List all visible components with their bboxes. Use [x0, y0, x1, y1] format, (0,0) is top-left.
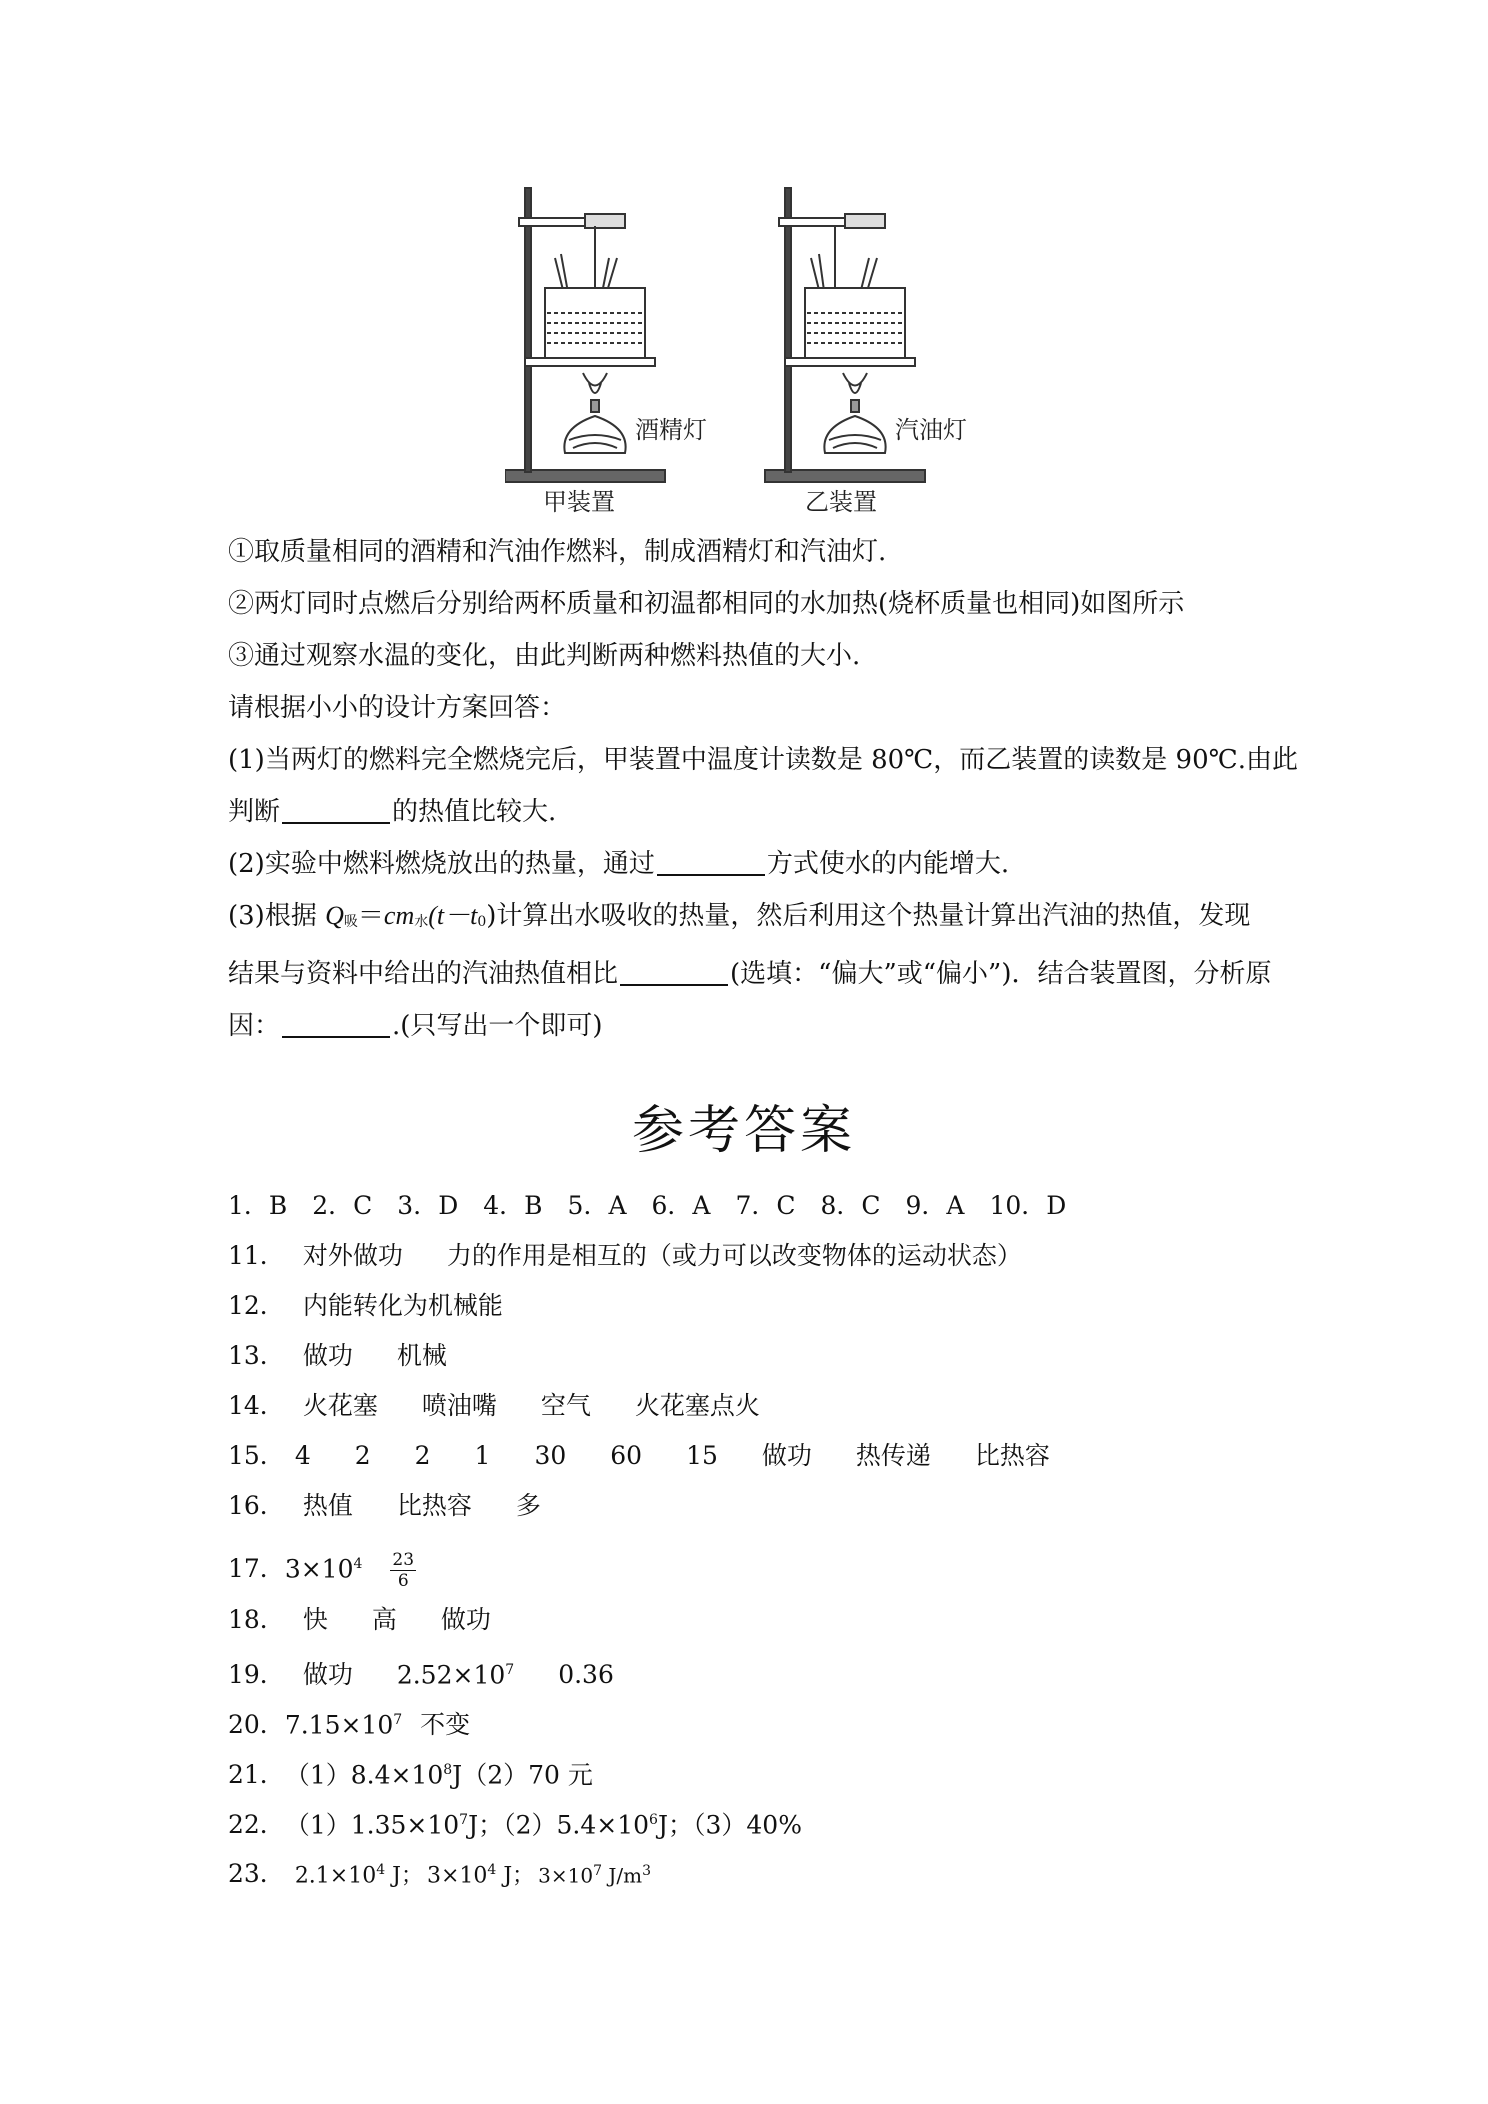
exponent: 6: [649, 1812, 658, 1828]
q3-line1: [228, 890, 1288, 948]
q3-text-line2a: 结果与资料中给出的汽油热值相比: [228, 959, 619, 989]
exponent: 4: [487, 1862, 497, 1878]
answer-part: 7.15×10: [284, 1710, 394, 1740]
answer-part: 0.36: [558, 1660, 614, 1690]
answer-blank[interactable]: [282, 1010, 390, 1038]
answer-part: 空气: [540, 1391, 591, 1420]
answer-18: [228, 1600, 491, 1640]
exponent: 7: [593, 1862, 603, 1879]
step-1: ①取质量相同的酒精和汽油作燃料，制成酒精灯和汽油灯.: [228, 537, 887, 567]
answer-part: J；（2）5.4×10: [468, 1810, 650, 1840]
answer-number: 12．: [228, 1291, 285, 1320]
exponent: 4: [353, 1556, 363, 1572]
formula-eq: ＝: [357, 901, 384, 931]
answer-blank[interactable]: [620, 958, 728, 986]
answer-part: 做功: [302, 1341, 353, 1370]
answer-1-10: 1．B 2．C 3．D 4．B 5．A 6．A 7．C 8．C 9．A 10．D: [228, 1191, 1067, 1220]
answer-unit: J/m: [602, 1863, 643, 1888]
answer-part: 不变: [420, 1710, 471, 1740]
q2-text-b: 方式使水的内能增大.: [766, 849, 1010, 879]
formula-close: ): [486, 901, 497, 931]
answer-20: [228, 1700, 470, 1740]
q3-line2: [228, 948, 1288, 1000]
formula-sub-xi: 吸: [343, 914, 358, 930]
answer-number: 11．: [228, 1241, 285, 1270]
answer-part: 15: [686, 1441, 718, 1470]
answer-number: 15．: [228, 1441, 285, 1470]
answer-part: 3×10: [284, 1554, 354, 1584]
answer-part: 2: [354, 1441, 371, 1470]
q1-text-b: 的热值比较大.: [392, 797, 557, 827]
answer-part: 火花塞点火: [634, 1391, 760, 1420]
answer-part: 对外做功: [302, 1241, 403, 1270]
formula-cm: cm: [383, 901, 415, 930]
answer-22: [228, 1800, 802, 1840]
q3-line3: [228, 1000, 1288, 1052]
answer-part: 机械: [396, 1341, 447, 1370]
q3-text-line3b: .(只写出一个即可): [392, 1011, 603, 1041]
fraction-numerator: 23: [392, 1550, 415, 1571]
answer-part: 力的作用是相互的（或力可以改变物体的运动状态）: [446, 1241, 1022, 1270]
exponent: 3: [642, 1862, 652, 1879]
answer-21: [228, 1750, 593, 1790]
exponent: 7: [459, 1812, 469, 1828]
q2-line: [228, 838, 1288, 890]
q2-text-a: (2)实验中燃料燃烧放出的热量，通过: [228, 849, 655, 879]
answer-part: 喷油嘴: [421, 1391, 497, 1420]
fraction-denominator: 6: [397, 1571, 409, 1592]
answer-number: 17．: [228, 1554, 285, 1584]
question-block: [228, 526, 1298, 1052]
answer-11: [228, 1236, 1022, 1276]
answer-15: [228, 1436, 1050, 1476]
caption-left: 甲装置: [543, 488, 615, 516]
q3-text-line2b: (选填：“偏大”或“偏小”)．结合装置图，分析原: [730, 959, 1272, 989]
answer-unit: J；: [385, 1863, 423, 1889]
answer-part: 4: [294, 1441, 311, 1470]
answer-part: 火花塞: [302, 1391, 378, 1420]
formula-q: Q: [325, 901, 344, 930]
exponent: 8: [443, 1762, 453, 1778]
answer-part: J（2）70 元: [452, 1760, 593, 1790]
answer-13: [228, 1336, 447, 1376]
answer-part: 快: [302, 1605, 328, 1634]
answer-part: 比热容: [974, 1441, 1050, 1470]
answer-part: 30: [534, 1441, 567, 1470]
step-3: ③通过观察水温的变化，由此判断两种燃料热值的大小.: [228, 641, 861, 671]
answer-number: 13．: [228, 1341, 285, 1370]
answer-part: 做功: [761, 1441, 812, 1470]
answer-part: 多: [515, 1491, 541, 1520]
answer-number: 19．: [228, 1660, 285, 1690]
answer-part: 热值: [302, 1491, 353, 1520]
answer-number: 22．: [228, 1810, 285, 1840]
exponent: 7: [393, 1712, 403, 1728]
answer-number: 18．: [228, 1605, 285, 1634]
lamp-label-left: 酒精灯: [635, 416, 707, 444]
apparatus-figure: [505, 178, 975, 518]
q3-text-line3a: 因：: [228, 1011, 281, 1041]
formula-paren: (t－t: [428, 901, 478, 930]
answer-number: 23．: [228, 1859, 285, 1889]
answer-unit: J；: [496, 1863, 535, 1889]
answer-part: 比热容: [396, 1491, 472, 1520]
formula-sub-0: 0: [477, 914, 487, 930]
answer-number: 16．: [228, 1491, 285, 1520]
formula-sub-shui: 水: [414, 914, 429, 930]
answer-17: [228, 1536, 416, 1592]
answer-part: 3×10: [538, 1863, 594, 1888]
answer-12: [228, 1286, 503, 1326]
answer-part: 热传递: [855, 1441, 931, 1470]
answer-part: （1）1.35×10: [284, 1810, 460, 1840]
exponent: 4: [376, 1862, 386, 1878]
exponent: 7: [505, 1662, 515, 1678]
answer-part: 2.1×10: [294, 1863, 377, 1889]
q3-text-rest: 计算出水吸收的热量，然后利用这个热量计算出汽油的热值，发现: [496, 901, 1251, 931]
answer-part: 1: [474, 1441, 491, 1470]
answer-part: 3×10: [426, 1863, 488, 1889]
apparatus-illustration: [505, 178, 975, 518]
q3-text-a: (3)根据: [228, 901, 326, 931]
answer-part: 60: [610, 1441, 643, 1470]
answer-part: 2: [414, 1441, 431, 1470]
answer-title: 参考答案: [631, 1101, 856, 1161]
answer-part: 高: [371, 1605, 397, 1634]
answer-part: （1）8.4×10: [284, 1760, 444, 1790]
answer-19: [228, 1650, 614, 1690]
q1-line2: [228, 786, 1288, 838]
answer-part: J；（3）40%: [657, 1810, 802, 1840]
answer-number: 20．: [228, 1710, 285, 1740]
answer-part: 2.52×10: [396, 1660, 506, 1690]
answer-number: 21．: [228, 1760, 285, 1790]
lamp-label-right: 汽油灯: [895, 416, 967, 444]
answer-part: 做功: [440, 1605, 491, 1634]
answer-23: [228, 1850, 651, 1890]
answer-14: [228, 1386, 760, 1426]
answer-blank[interactable]: [657, 848, 765, 876]
question-prompt: 请根据小小的设计方案回答：: [228, 693, 567, 723]
fraction: [390, 1550, 416, 1591]
caption-right: 乙装置: [805, 488, 877, 516]
q1-line1: (1)当两灯的燃料完全燃烧完后，甲装置中温度计读数是 80℃，而乙装置的读数是 90℃.由此: [228, 745, 1298, 775]
answer-part: 内能转化为机械能: [302, 1291, 503, 1320]
q1-text-a: 判断: [228, 797, 281, 827]
answer-blank[interactable]: [282, 796, 390, 824]
answer-number: 14．: [228, 1391, 285, 1420]
step-2: ②两灯同时点燃后分别给两杯质量和初温都相同的水加热(烧杯质量也相同)如图所示: [228, 589, 1185, 619]
answer-part: 做功: [302, 1660, 353, 1690]
answer-16: [228, 1486, 541, 1526]
